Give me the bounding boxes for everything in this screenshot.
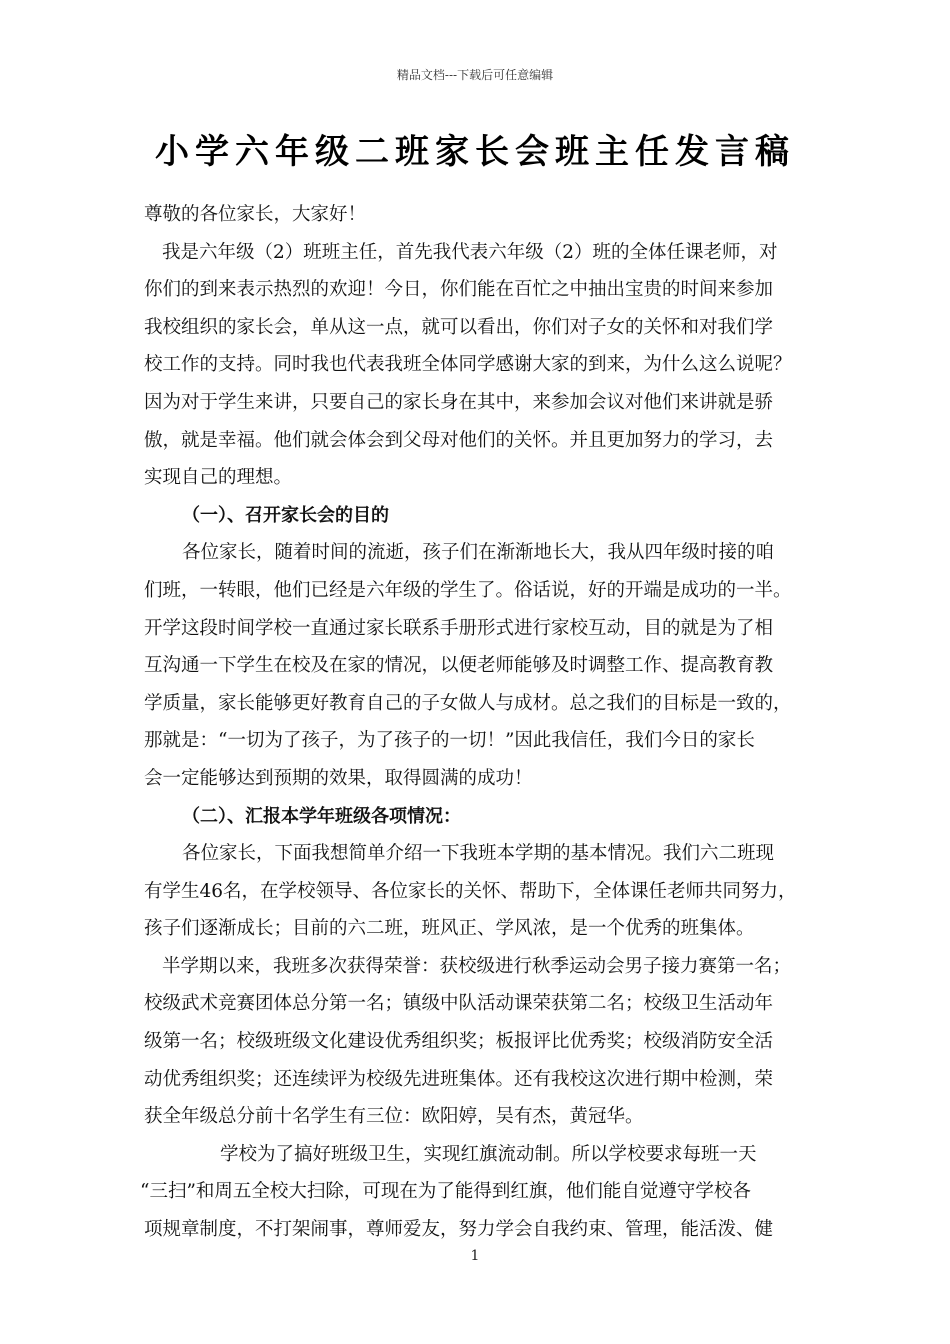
paragraph-line: 级第一名；校级班级文化建设优秀组织奖；板报评比优秀奖；校级消防安全活 [144,1031,774,1053]
paragraph-line: 项规章制度，不打架闹事，尊师爱友，努力学会自我约束、管理，能活泼、健 [144,1219,774,1241]
paragraph-line: 我是六年级（2）班班主任，首先我代表六年级（2）班的全体任课老师，对 [162,241,778,263]
paragraph-line: 校工作的支持。同时我也代表我班全体同学感谢大家的到来，为什么这么说呢？ [144,354,792,376]
paragraph-line: 开学这段时间学校一直通过家长联系手册形式进行家校互动，目的就是为了相 [144,617,774,639]
paragraph-line: 孩子们逐渐成长；目前的六二班，班风正、学风浓，是一个优秀的班集体。 [144,918,755,940]
page-number: 1 [470,1248,480,1264]
paragraph-line: 因为对于学生来讲，只要自己的家长身在其中，来参加会议对他们来讲就是骄 [144,391,774,413]
paragraph-line: “三扫”和周五全校大扫除，可现在为了能得到红旗，他们能自觉遵守学校各 [140,1181,751,1203]
paragraph-line: 们班，一转眼，他们已经是六年级的学生了。俗话说，好的开端是成功的一半。 [144,579,792,601]
paragraph-line: 各位家长，下面我想简单介绍一下我班本学期的基本情况。我们六二班现 [182,843,775,865]
paragraph-line: 傲，就是幸福。他们就会体会到父母对他们的关怀。并且更加努力的学习，去 [144,429,774,451]
paragraph-line: 动优秀组织奖；还连续评为校级先进班集体。还有我校这次进行期中检测，荣 [144,1068,774,1090]
paragraph-line: 半学期以来，我班多次获得荣誉：获校级进行秋季运动会男子接力赛第一名； [162,955,792,977]
document-title: 小学六年级二班家长会班主任发言稿 [155,132,795,172]
paragraph-line: 各位家长，随着时间的流逝，孩子们在渐渐地长大，我从四年级时接的咱 [182,542,775,564]
document-body [140,196,814,1249]
paragraph-line: 获全年级总分前十名学生有三位：欧阳婷，吴有杰，黄冠华。 [144,1106,644,1128]
page-header: 精品文档---下载后可任意编辑 [396,68,554,82]
paragraph-line: 我校组织的家长会，单从这一点，就可以看出，你们对子女的关怀和对我们学 [144,316,774,338]
paragraph-line: 实现自己的理想。 [144,467,293,489]
paragraph-line: 学校为了搞好班级卫生，实现红旗流动制。所以学校要求每班一天 [220,1143,757,1165]
section-heading-2: （二）、汇报本学年班级各项情况： [182,805,461,827]
paragraph-line: 校级武术竞赛团体总分第一名；镇级中队活动课荣获第二名；校级卫生活动年 [144,993,774,1015]
paragraph-line: 你们的到来表示热烈的欢迎！今日，你们能在百忙之中抽出宝贵的时间来参加 [144,279,774,301]
salutation: 尊敬的各位家长，大家好！ [144,204,367,225]
section-heading-1: （一）、召开家长会的目的 [182,504,389,526]
paragraph-line: 互沟通一下学生在校及在家的情况，以便老师能够及时调整工作、提高教育教 [144,655,774,677]
paragraph-line: 会一定能够达到预期的效果，取得圆满的成功！ [144,767,533,789]
paragraph-line: 学质量，家长能够更好教育自己的子女做人与成材。总之我们的目标是一致的， [144,692,792,714]
paragraph-line: 有学生46名，在学校领导、各位家长的关怀、帮助下，全体课任老师共同努力， [144,880,797,902]
paragraph-line: 那就是：“一切为了孩子，为了孩子的一切！”因此我信任，我们今日的家长 [144,730,755,752]
